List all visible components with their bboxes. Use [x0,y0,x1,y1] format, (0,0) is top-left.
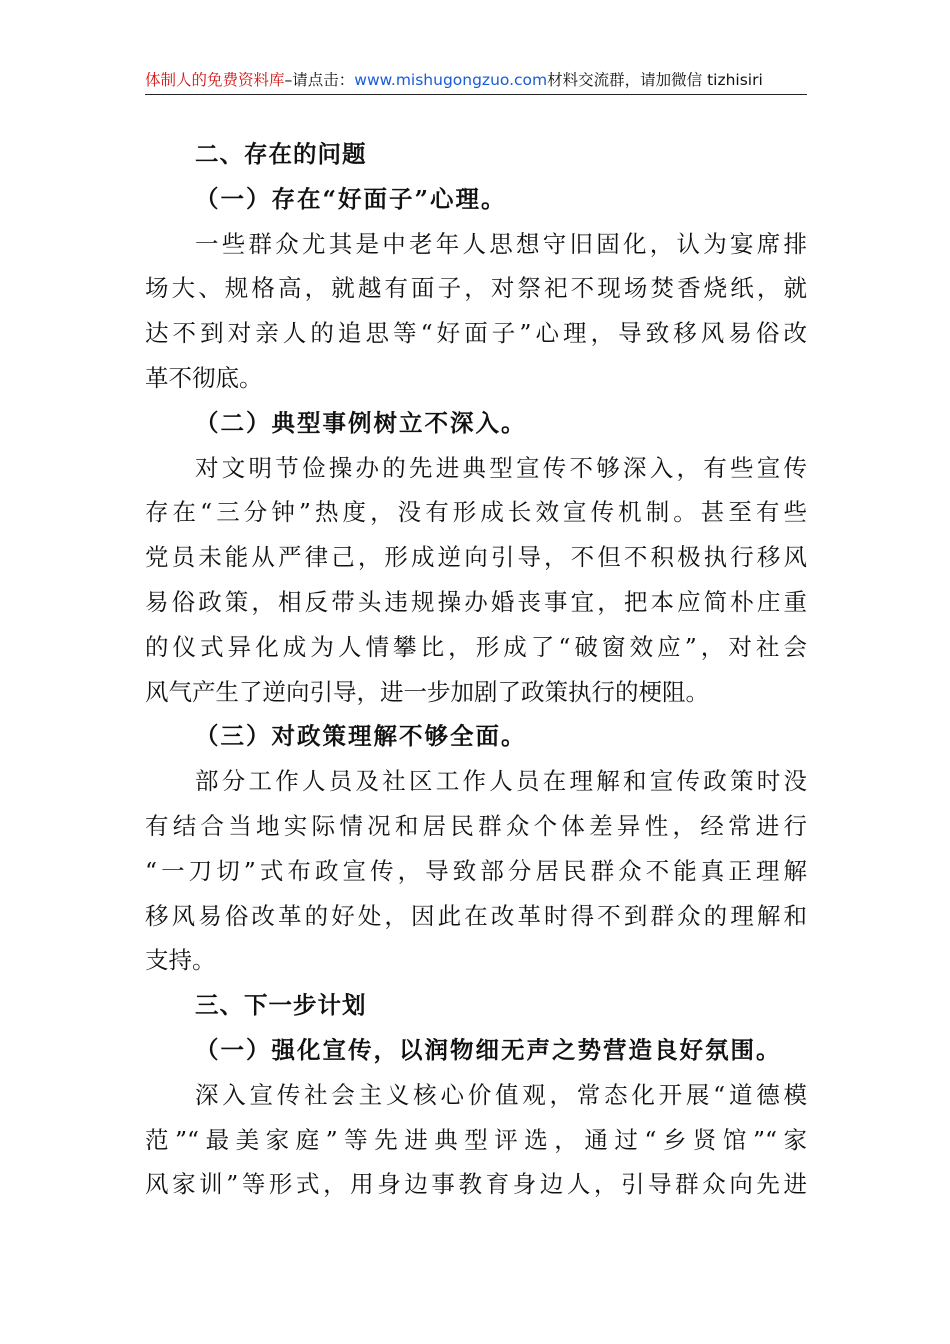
paragraph-line: “一刀切”式布政宣传，导致部分居民群众不能真正理解 [145,856,807,885]
paragraph-line: 对文明节俭操办的先进典型宣传不够深入，有些宣传 [195,453,807,482]
paragraph-line: 的仪式异化成为人情攀比，形成了“破窗效应”，对社会 [145,632,807,661]
paragraph-line: 风家训”等形式，用身边事教育身边人，引导群众向先进 [145,1170,807,1199]
header-prompt: –请点击： [284,71,355,89]
paragraph-line: 场大、规格高，就越有面子，对祭祀不现场焚香烧纸，就 [145,274,807,303]
header-suffix: 材料交流群，请加微信 tizhisiri [547,71,763,89]
paragraph-line: 风气产生了逆向引导，进一步加剧了政策执行的梗阻。 [145,677,709,706]
paragraph-line: 范”“最美家庭”等先进典型评选，通过“乡贤馆”“家 [145,1125,807,1154]
paragraph-line: 有结合当地实际情况和居民群众个体差异性，经常进行 [145,811,807,840]
paragraph-line: 部分工作人员及社区工作人员在理解和宣传政策时没 [195,767,807,796]
paragraph-line: 移风易俗改革的好处，因此在改革时得不到群众的理解和 [145,901,807,930]
section-title: 二、存在的问题 [195,140,367,168]
paragraph-line: 存在“三分钟”热度，没有形成长效宣传机制。甚至有些 [145,498,807,527]
paragraph-line: 党员未能从严律己，形成逆向引导，不但不积极执行移风 [145,543,807,572]
paragraph-line: 达不到对亲人的追思等“好面子”心理，导致移风易俗改 [145,319,807,348]
paragraph-line: 深入宣传社会主义核心价值观，常态化开展“道德模 [195,1080,807,1109]
section-title: 三、下一步计划 [195,991,367,1020]
page-header [145,68,807,95]
subsection-heading: （一）强化宣传，以润物细无声之势营造良好氛围。 [195,1035,782,1064]
paragraph-line: 革不彻底。 [145,363,263,392]
header-url-link[interactable]: www.mishugongzuo.com [354,71,548,89]
document-body [145,132,807,1207]
subsection-heading: （三）对政策理解不够全面。 [195,722,527,751]
paragraph-line: 支持。 [145,946,216,975]
subsection-heading: （二）典型事例树立不深入。 [195,408,527,437]
paragraph-line: 一些群众尤其是中老年人思想守旧固化，认为宴席排 [195,229,807,258]
header-site-name: 体制人的免费资料库 [145,71,285,89]
subsection-heading: （一）存在“好面子”心理。 [195,184,507,213]
paragraph-line: 易俗政策，相反带头违规操办婚丧事宜，把本应简朴庄重 [145,587,807,616]
